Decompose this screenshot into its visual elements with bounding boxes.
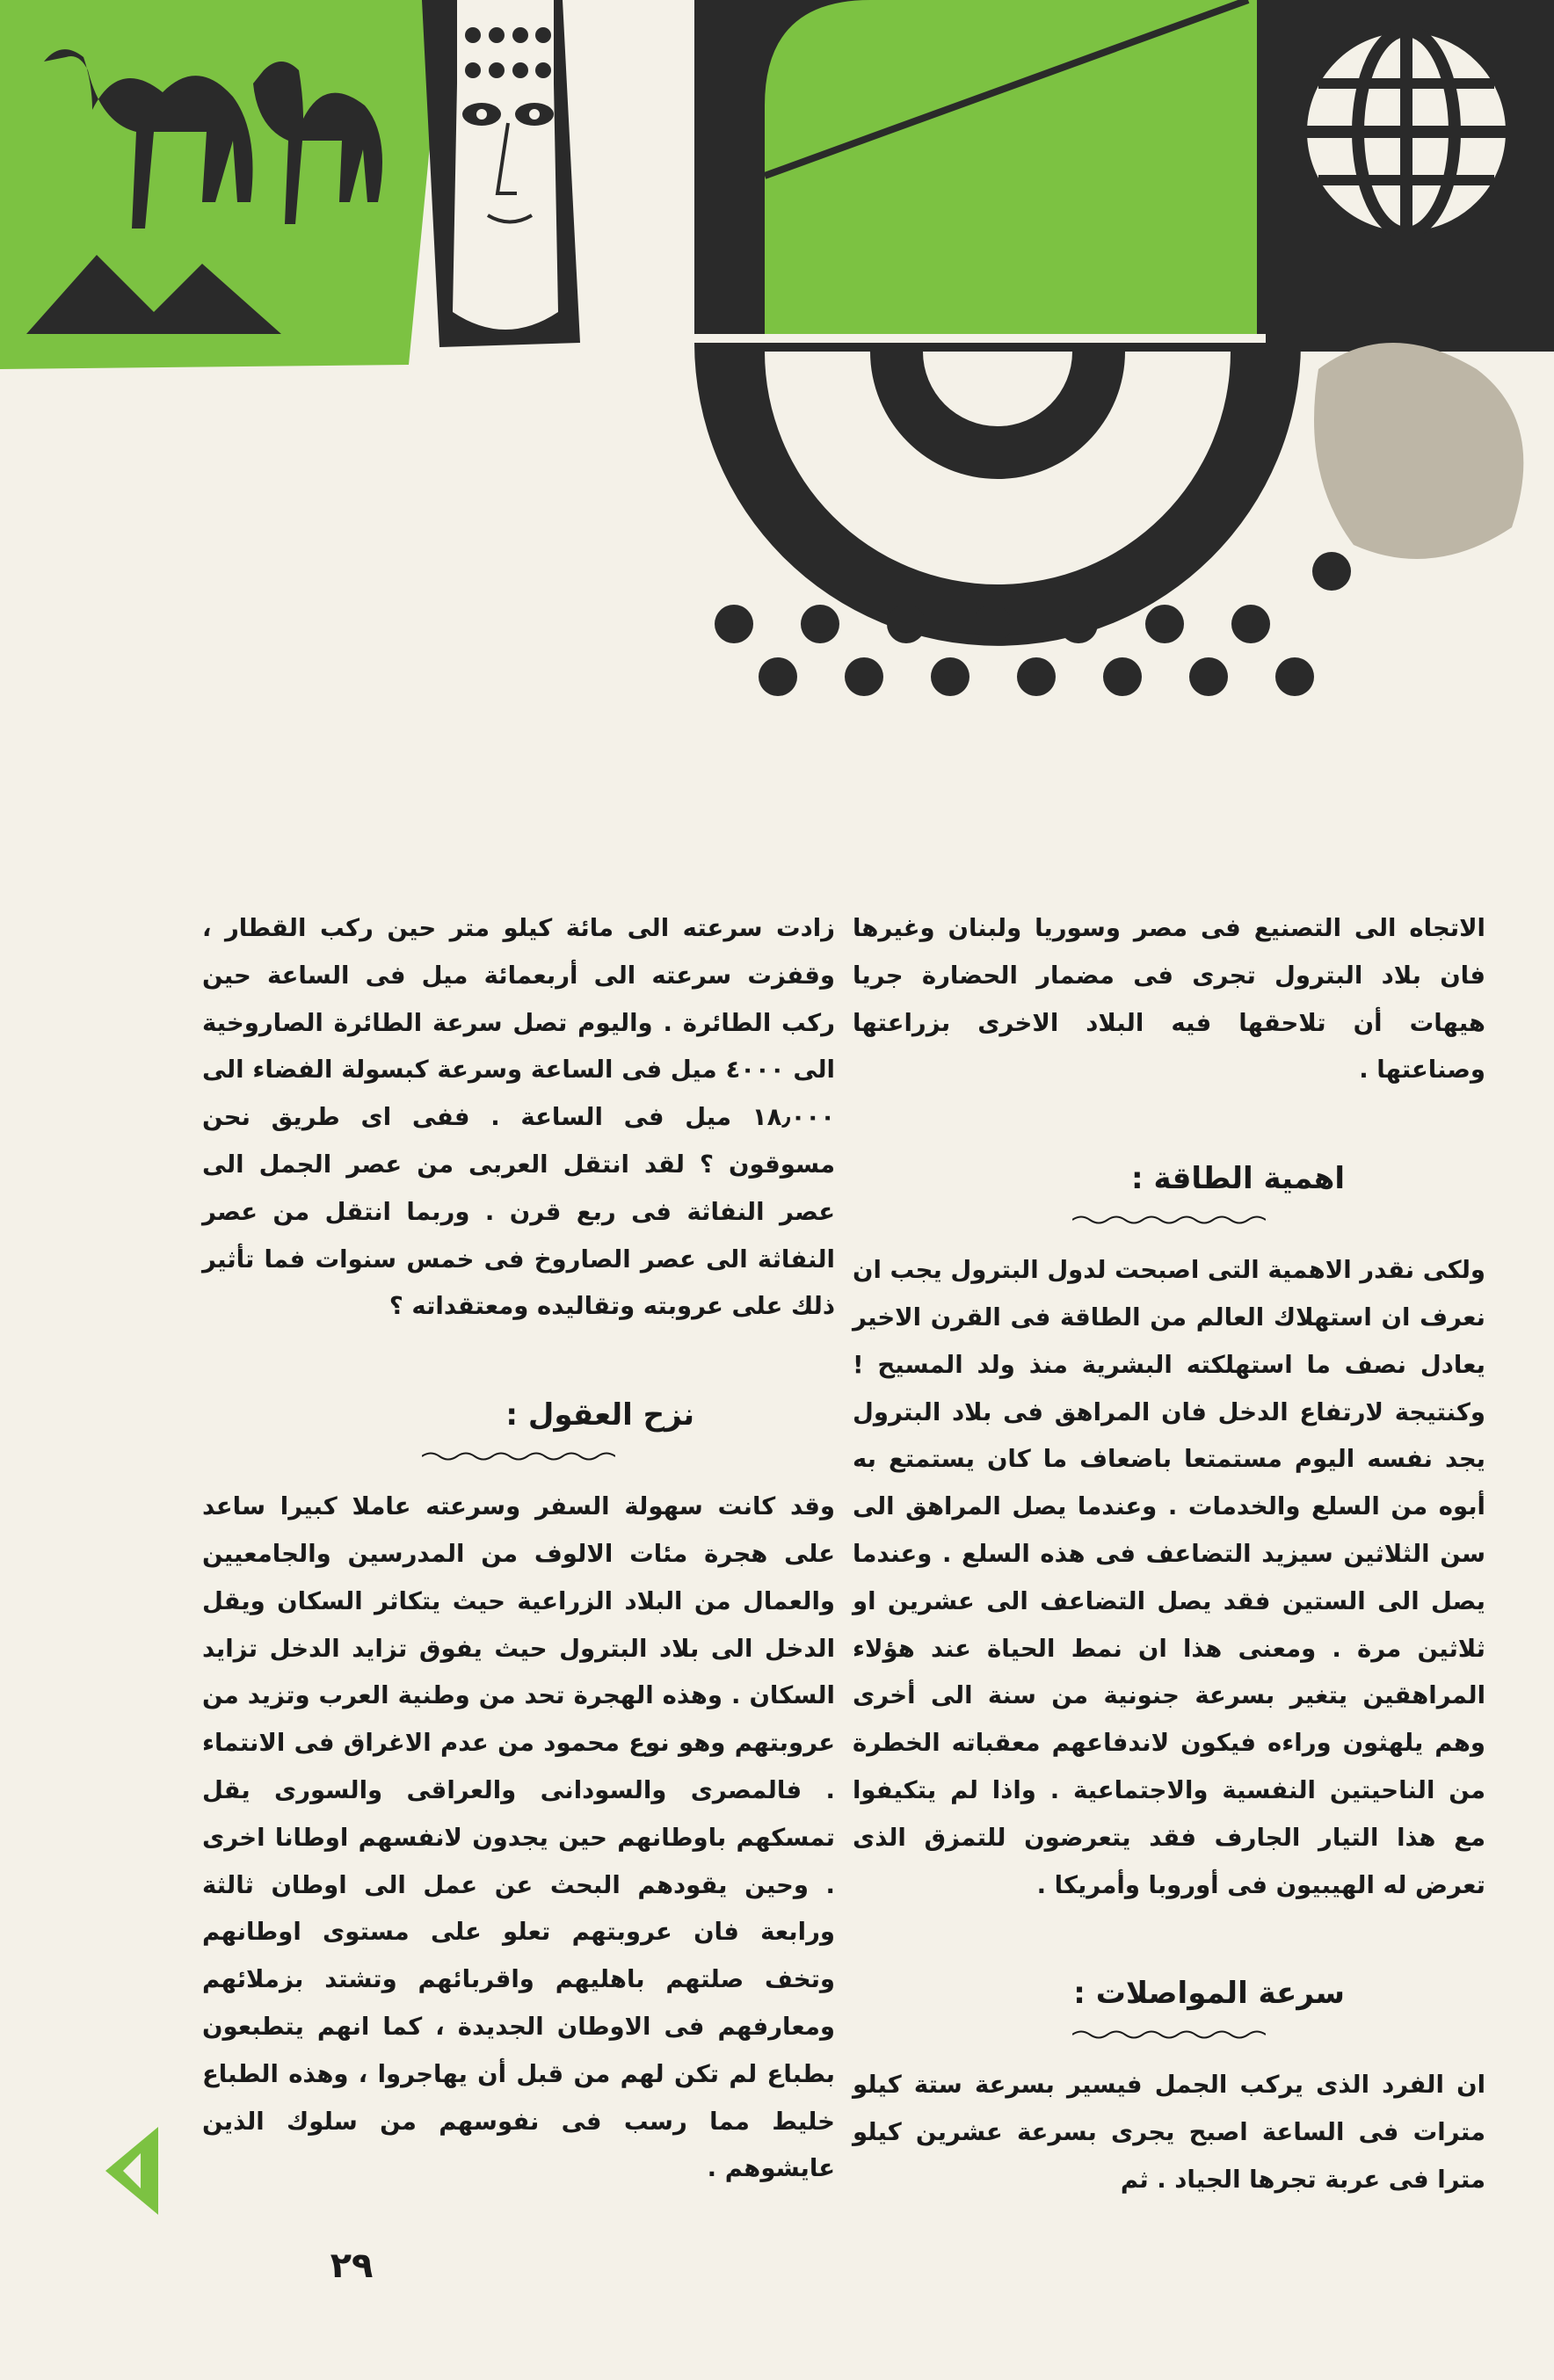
wave-divider [422, 1450, 615, 1462]
globe-icon [1266, 0, 1554, 352]
paragraph: ان الفرد الذى يركب الجمل فيسير بسرعة ستة كيلو مترات فى الساعة اصبح يجرى بسرعة عشرين كيلو مترا فى عربة تجرها الجياد . ثم [853, 2071, 1485, 2194]
section-heading-brain-drain: نزح العقول : [505, 1397, 694, 1433]
section-heading-transport: سرعة المواصلات : [1073, 1976, 1345, 2012]
article-column-left [202, 905, 835, 2193]
bedouin-face-icon [422, 0, 580, 347]
page-number: ٢٩ [330, 2246, 374, 2286]
paragraph: زادت سرعته الى مائة كيلو متر حين ركب القطار ، وقفزت سرعته الى أربعمائة ميل فى الساعة حين ركب الطائرة . واليوم تصل سرعة الطائرة الصاروخية الى ٤٠٠٠ ميل فى الساعة وسرعة كبسولة الفضاء الى ١٨٫٠٠٠ ميل فى الساعة . ففى اى طريق نحن مسوقون ؟ لقد انتقل العربى من عصر الجمل الى عصر النفاثة فى ربع قرن . وربما انتقل من عصر النفاثة الى عصر الصاروخ فى خمس سنوات فما تأثير ذلك على عروبته وتقاليده ومعتقداته ؟ [202, 914, 835, 1321]
header-illustration [0, 0, 1554, 703]
article-column-right [853, 905, 1485, 2204]
texture-blob [1314, 343, 1523, 559]
paragraph: وقد كانت سهولة السفر وسرعته عاملا كبيرا ساعد على هجرة مئات الالوف من المدرسين والجامعيين والعمال من البلاد الزراعية حيث يتكاثر السكان ويقل الدخل الى بلاد البترول حيث يفوق تزايد الدخل تزايد السكان . وهذه الهجرة تحد من وطنية العرب وتزيد من عروبتهم وهو نوع محمود من عدم الاغراق فى الانتماء . فالمصرى والسودانى والعراقى والسورى يقل تمسكهم باوطانهم حين يجدون لانفسهم اوطانا اخرى . وحين يقودهم البحث عن عمل الى اوطان ثالثة ورابعة فان عروبتهم تعلو على مستوى اوطانهم وتخف صلتهم باهليهم واقربائهم وتشتد بزملائهم ومعارفهم فى الاوطان الجديدة ، كما انهم يتطبعون بطباع لم تكن لهم من قبل أن يهاجروا ، وهذه الطباع خليط مما رسب فى نفوسهم من سلوك الذين عايشوهم . [202, 1492, 835, 2183]
section-heading-energy: اهمية الطاقة : [1131, 1161, 1345, 1197]
paragraph: الاتجاه الى التصنيع فى مصر وسوريا ولبنان وغيرها فان بلاد البترول تجرى فى مضمار الحضارة جريا هيهات أن تلاحقها فيه البلاد الاخرى بزراعتها وصناعتها . [853, 914, 1485, 1085]
wave-divider [1072, 1214, 1266, 1226]
green-dome [765, 0, 1257, 334]
dot-row [759, 657, 1314, 696]
semicircle-gauge-icon [694, 343, 1301, 646]
wave-divider [1072, 2028, 1266, 2041]
paragraph: ولكى نقدر الاهمية التى اصبحت لدول البترول يجب ان نعرف ان استهلاك العالم من الطاقة فى القرن الاخير يعادل نصف ما استهلكته البشرية منذ ولد المسيح ! وكنتيجة لارتفاع الدخل فان المراهق فى بلاد البترول يجد نفسه اليوم مستمتعا باضعاف ما كان يستمتع به أبوه من السلع والخدمات . وعندما يصل المراهق الى سن الثلاثين سيزيد التضاعف فى هذه السلع . وعندما يصل الى الستين فقد يصل التضاعف الى عشرين او ثلاثين مرة . ومعنى هذا ان نمط الحياة عند هؤلاء المراهقين يتغير بسرعة جنونية من سنة الى أخرى وهم يلهثون وراءه فيكون لاندفاعهم معقباته الخطرة من الناحيتين النفسية والاجتماعية . واذا لم يتكيفوا مع هذا التيار الجارف فقد يتعرضون للتمزق الذى تعرض له الهيبيون فى أوروبا وأمريكا . [853, 1256, 1485, 1899]
green-arrow-marker-icon [105, 2127, 158, 2215]
